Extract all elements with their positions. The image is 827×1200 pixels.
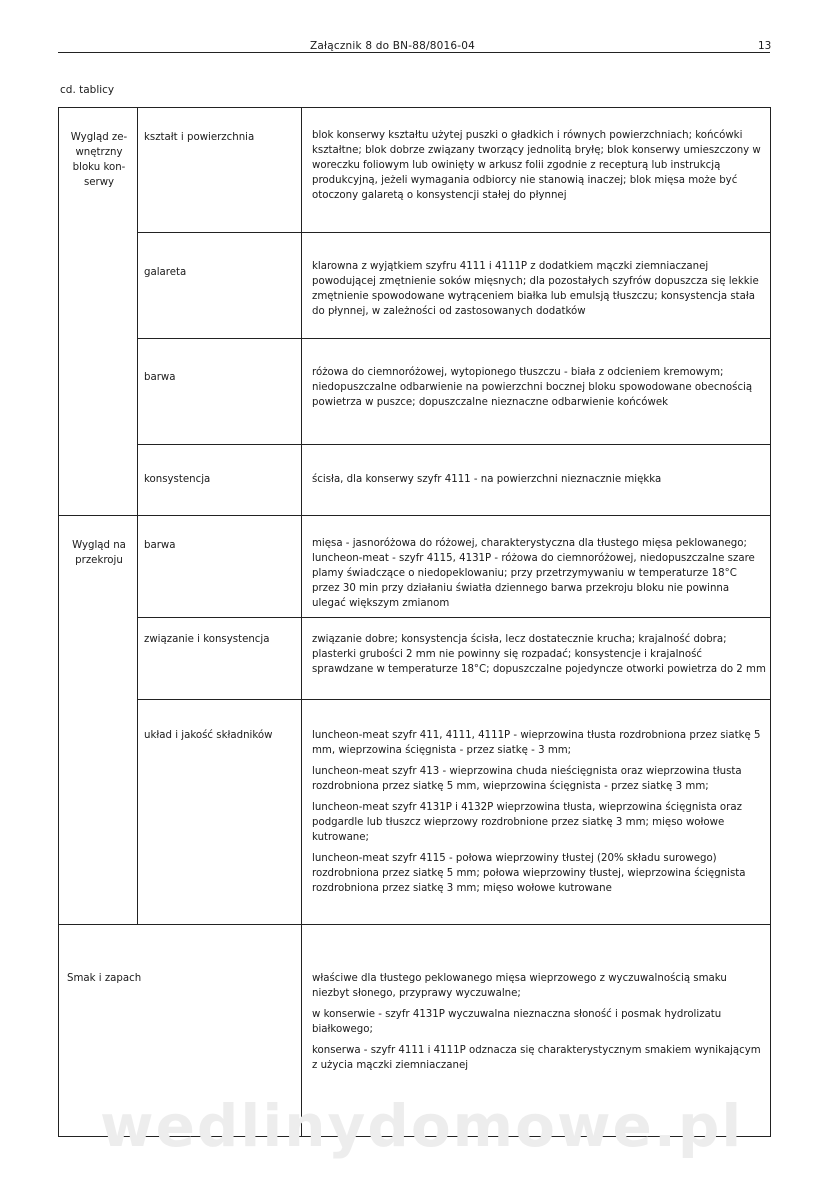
row-group-label: Smak i zapach <box>59 925 302 1137</box>
description-paragraph: luncheon-meat szyfr 413 - wieprzowina chuda nieścięgnista oraz wieprzowina tłusta rozdrobniona przez siatkę 5 mm, wieprzowina ścięgnista - przez siatkę 3 mm; <box>312 766 742 792</box>
page-number: 13 <box>758 40 772 52</box>
row-group-label: Wygląd ze- wnętrzny bloku kon- serwy <box>59 108 138 516</box>
description-paragraph: luncheon-meat szyfr 4131P i 4132P wieprzowina tłusta, wieprzowina ścięgnista oraz podgardle lub tłuszcz wieprzowy rozdrobnione przez siatkę 3 mm; mięso wołowe kutrowane; <box>312 802 742 843</box>
description-paragraph: mięsa - jasnoróżowa do różowej, charakterystyczna dla tłustego mięsa peklowanego; luncheon-meat - szyfr 4115, 4131P - różowa do ciemnoróżowej, niedopuszczalne szare plamy świadczące o niedopeklowaniu; przy przetrzymywaniu w temperaturze 18°C przez 30 min przy działaniu światła dziennego barwa przekroju bloku nie powinna ulegać większym zmianom <box>312 538 755 609</box>
row-description <box>302 233 771 339</box>
table-row <box>59 339 771 445</box>
table-row <box>59 700 771 925</box>
row-description <box>302 339 771 445</box>
row-description <box>302 700 771 925</box>
row-description <box>302 618 771 700</box>
row-feature-label: galareta <box>138 233 302 339</box>
row-feature-label: konsystencja <box>138 445 302 516</box>
header-title: Załącznik 8 do BN-88/8016-04 <box>310 40 475 52</box>
continuation-label: cd. tablicy <box>60 84 115 96</box>
header-rule <box>58 52 770 53</box>
table-row <box>59 108 771 233</box>
table-row <box>59 233 771 339</box>
description-paragraph: luncheon-meat szyfr 4115 - połowa wieprzowiny tłustej (20% składu surowego) rozdrobniona przez siatkę 5 mm; połowa wieprzowiny tłustej, wieprzowina ścięgnista rozdrobniona przez siatkę 3 mm; mięso wołowe kutrowane <box>312 853 746 894</box>
description-paragraph: różowa do ciemnoróżowej, wytopionego tłuszczu - biała z odcieniem kremowym; niedopuszczalne odbarwienie na powierzchni bocznej bloku spowodowane obecnością powietrza w puszce; dopuszczalne nieznaczne odbarwienie końcówek <box>312 367 753 408</box>
requirements-table <box>58 107 771 1137</box>
row-feature-label: barwa <box>138 516 302 618</box>
table-row <box>59 445 771 516</box>
row-description <box>302 445 771 516</box>
description-paragraph: konserwa - szyfr 4111 i 4111P odznacza się charakterystycznym smakiem wynikającym z użycia mączki ziemniaczanej <box>312 1045 761 1071</box>
description-paragraph: blok konserwy kształtu użytej puszki o gładkich i równych powierzchniach; końcówki kształtne; blok dobrze związany tworzący jednolitą bryłę; blok konserwy umieszczony w woreczku foliowym lub owinięty w arkusz folii zgodnie z recepturą lub instrukcją produkcyjną, jeżeli wymagania odbiorcy nie stanowią inaczej; blok mięsa może być otoczony galaretą o konsystencji stałej do płynnej <box>312 130 761 201</box>
row-feature-label: kształt i powierzchnia <box>138 108 302 233</box>
row-feature-label: układ i jakość składników <box>138 700 302 925</box>
description-paragraph: w konserwie - szyfr 4131P wyczuwalna nieznaczna słoność i posmak hydrolizatu białkowego; <box>312 1009 722 1035</box>
row-feature-label: barwa <box>138 339 302 445</box>
description-paragraph: klarowna z wyjątkiem szyfru 4111 i 4111P z dodatkiem mączki ziemniaczanej powodującej zmętnienie soków mięsnych; dla pozostałych szyfrów dopuszcza się lekkie zmętnienie spowodowane wytrąceniem białka lub emulsją tłuszczu; konsystencja stała do płynnej, w zależności od zastosowanych dodatków <box>312 261 759 317</box>
description-paragraph: związanie dobre; konsystencja ścisła, lecz dostatecznie krucha; krajalność dobra; plasterki grubości 2 mm nie powinny się rozpadać; konsystencje i krajalność sprawdzane w temperaturze 18°C; dopuszczalne pojedyncze otworki powietrza do 2 mm <box>312 634 766 675</box>
description-paragraph: luncheon-meat szyfr 411, 4111, 4111P - wieprzowina tłusta rozdrobniona przez siatkę 5 mm, wieprzowina ścięgnista - przez siatkę - 3 mm; <box>312 730 761 756</box>
watermark-text: wedlinydomowe.pl <box>100 1092 744 1160</box>
description-paragraph: właściwe dla tłustego peklowanego mięsa wieprzowego z wyczuwalnością smaku niezbyt słonego, przyprawy wyczuwalne; <box>312 973 727 999</box>
table-row <box>59 516 771 618</box>
table-row <box>59 618 771 700</box>
row-description <box>302 516 771 618</box>
row-group-label: Wygląd na przekroju <box>59 516 138 925</box>
row-feature-label: związanie i konsystencja <box>138 618 302 700</box>
row-description <box>302 108 771 233</box>
description-paragraph: ścisła, dla konserwy szyfr 4111 - na powierzchni nieznacznie miękka <box>312 474 662 485</box>
